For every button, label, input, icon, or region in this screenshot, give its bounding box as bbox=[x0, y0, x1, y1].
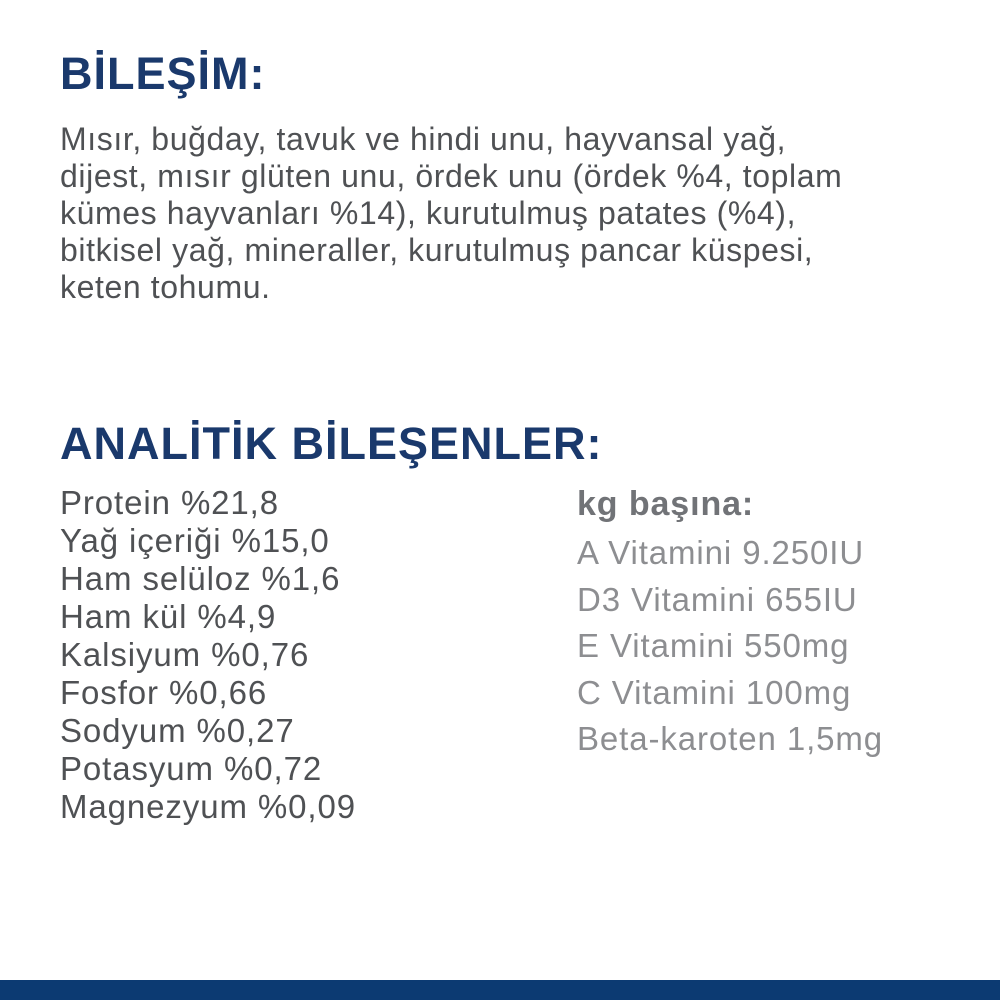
nutrient-label: Magnezyum bbox=[60, 788, 248, 825]
paragraph-line: dijest, mısır glüten unu, ördek unu (ördek %4, toplam bbox=[60, 158, 843, 194]
nutrient-label: Protein bbox=[60, 484, 171, 521]
vitamin-value: 550mg bbox=[744, 627, 850, 664]
nutrient-list bbox=[60, 484, 356, 826]
nutrient-label: Fosfor bbox=[60, 674, 159, 711]
analytical-heading: ANALİTİK BİLEŞENLER: bbox=[60, 418, 603, 469]
vitamin-label: A Vitamini bbox=[577, 534, 733, 571]
nutrient-label: Ham selüloz bbox=[60, 560, 252, 597]
nutrient-value: %1,6 bbox=[261, 560, 341, 597]
nutrient-value: %15,0 bbox=[231, 522, 330, 559]
nutrient-item bbox=[60, 598, 356, 636]
composition-paragraph bbox=[60, 121, 842, 306]
nutrient-value: %0,72 bbox=[224, 750, 323, 787]
nutrient-value: %0,27 bbox=[196, 712, 295, 749]
composition-heading: BİLEŞİM: bbox=[60, 48, 266, 99]
nutrient-item bbox=[60, 788, 356, 826]
nutrient-item bbox=[60, 560, 356, 598]
vitamin-label: E Vitamini bbox=[577, 627, 734, 664]
vitamin-item bbox=[577, 670, 883, 717]
paragraph-line: Mısır, buğday, tavuk ve hindi unu, hayvansal yağ, bbox=[60, 121, 787, 157]
nutrient-item bbox=[60, 636, 356, 674]
nutrient-value: %0,76 bbox=[211, 636, 310, 673]
vitamin-list bbox=[577, 530, 883, 763]
vitamin-label: Beta-karoten bbox=[577, 720, 777, 757]
nutrient-item bbox=[60, 522, 356, 560]
nutrient-label: Sodyum bbox=[60, 712, 187, 749]
footer-bar bbox=[0, 980, 1000, 1000]
paragraph-line: keten tohumu. bbox=[60, 269, 271, 305]
vitamin-value: 100mg bbox=[745, 673, 852, 711]
vitamin-item bbox=[577, 623, 883, 670]
nutrient-label: Ham kül bbox=[60, 598, 188, 635]
vitamin-item bbox=[577, 530, 883, 577]
vitamin-label: D3 Vitamini bbox=[577, 580, 756, 618]
per-kg-heading: kg başına: bbox=[577, 485, 755, 523]
vitamin-value: 655IU bbox=[765, 580, 858, 618]
nutrient-item bbox=[60, 484, 356, 522]
vitamin-item bbox=[577, 716, 883, 763]
per-kg-column bbox=[577, 484, 883, 763]
nutrient-value: %4,9 bbox=[197, 598, 277, 635]
vitamin-item bbox=[577, 577, 883, 624]
nutrient-value: %0,09 bbox=[257, 788, 356, 825]
nutrient-item bbox=[60, 750, 356, 788]
nutrient-label: Potasyum bbox=[60, 750, 214, 787]
nutrient-item bbox=[60, 674, 356, 712]
nutrient-label: Kalsiyum bbox=[60, 636, 202, 673]
vitamin-value: 9.250IU bbox=[742, 534, 865, 571]
nutrient-value: %0,66 bbox=[169, 674, 268, 711]
paragraph-line: bitkisel yağ, mineraller, kurutulmuş pancar küspesi, bbox=[60, 232, 814, 268]
nutrient-item bbox=[60, 712, 356, 750]
vitamin-label: C Vitamini bbox=[577, 673, 736, 711]
vitamin-value: 1,5mg bbox=[786, 720, 884, 757]
nutrient-label: Yağ içeriği bbox=[60, 522, 222, 559]
nutrient-value: %21,8 bbox=[180, 484, 280, 521]
paragraph-line: kümes hayvanları %14), kurutulmuş patates (%4), bbox=[60, 195, 797, 231]
